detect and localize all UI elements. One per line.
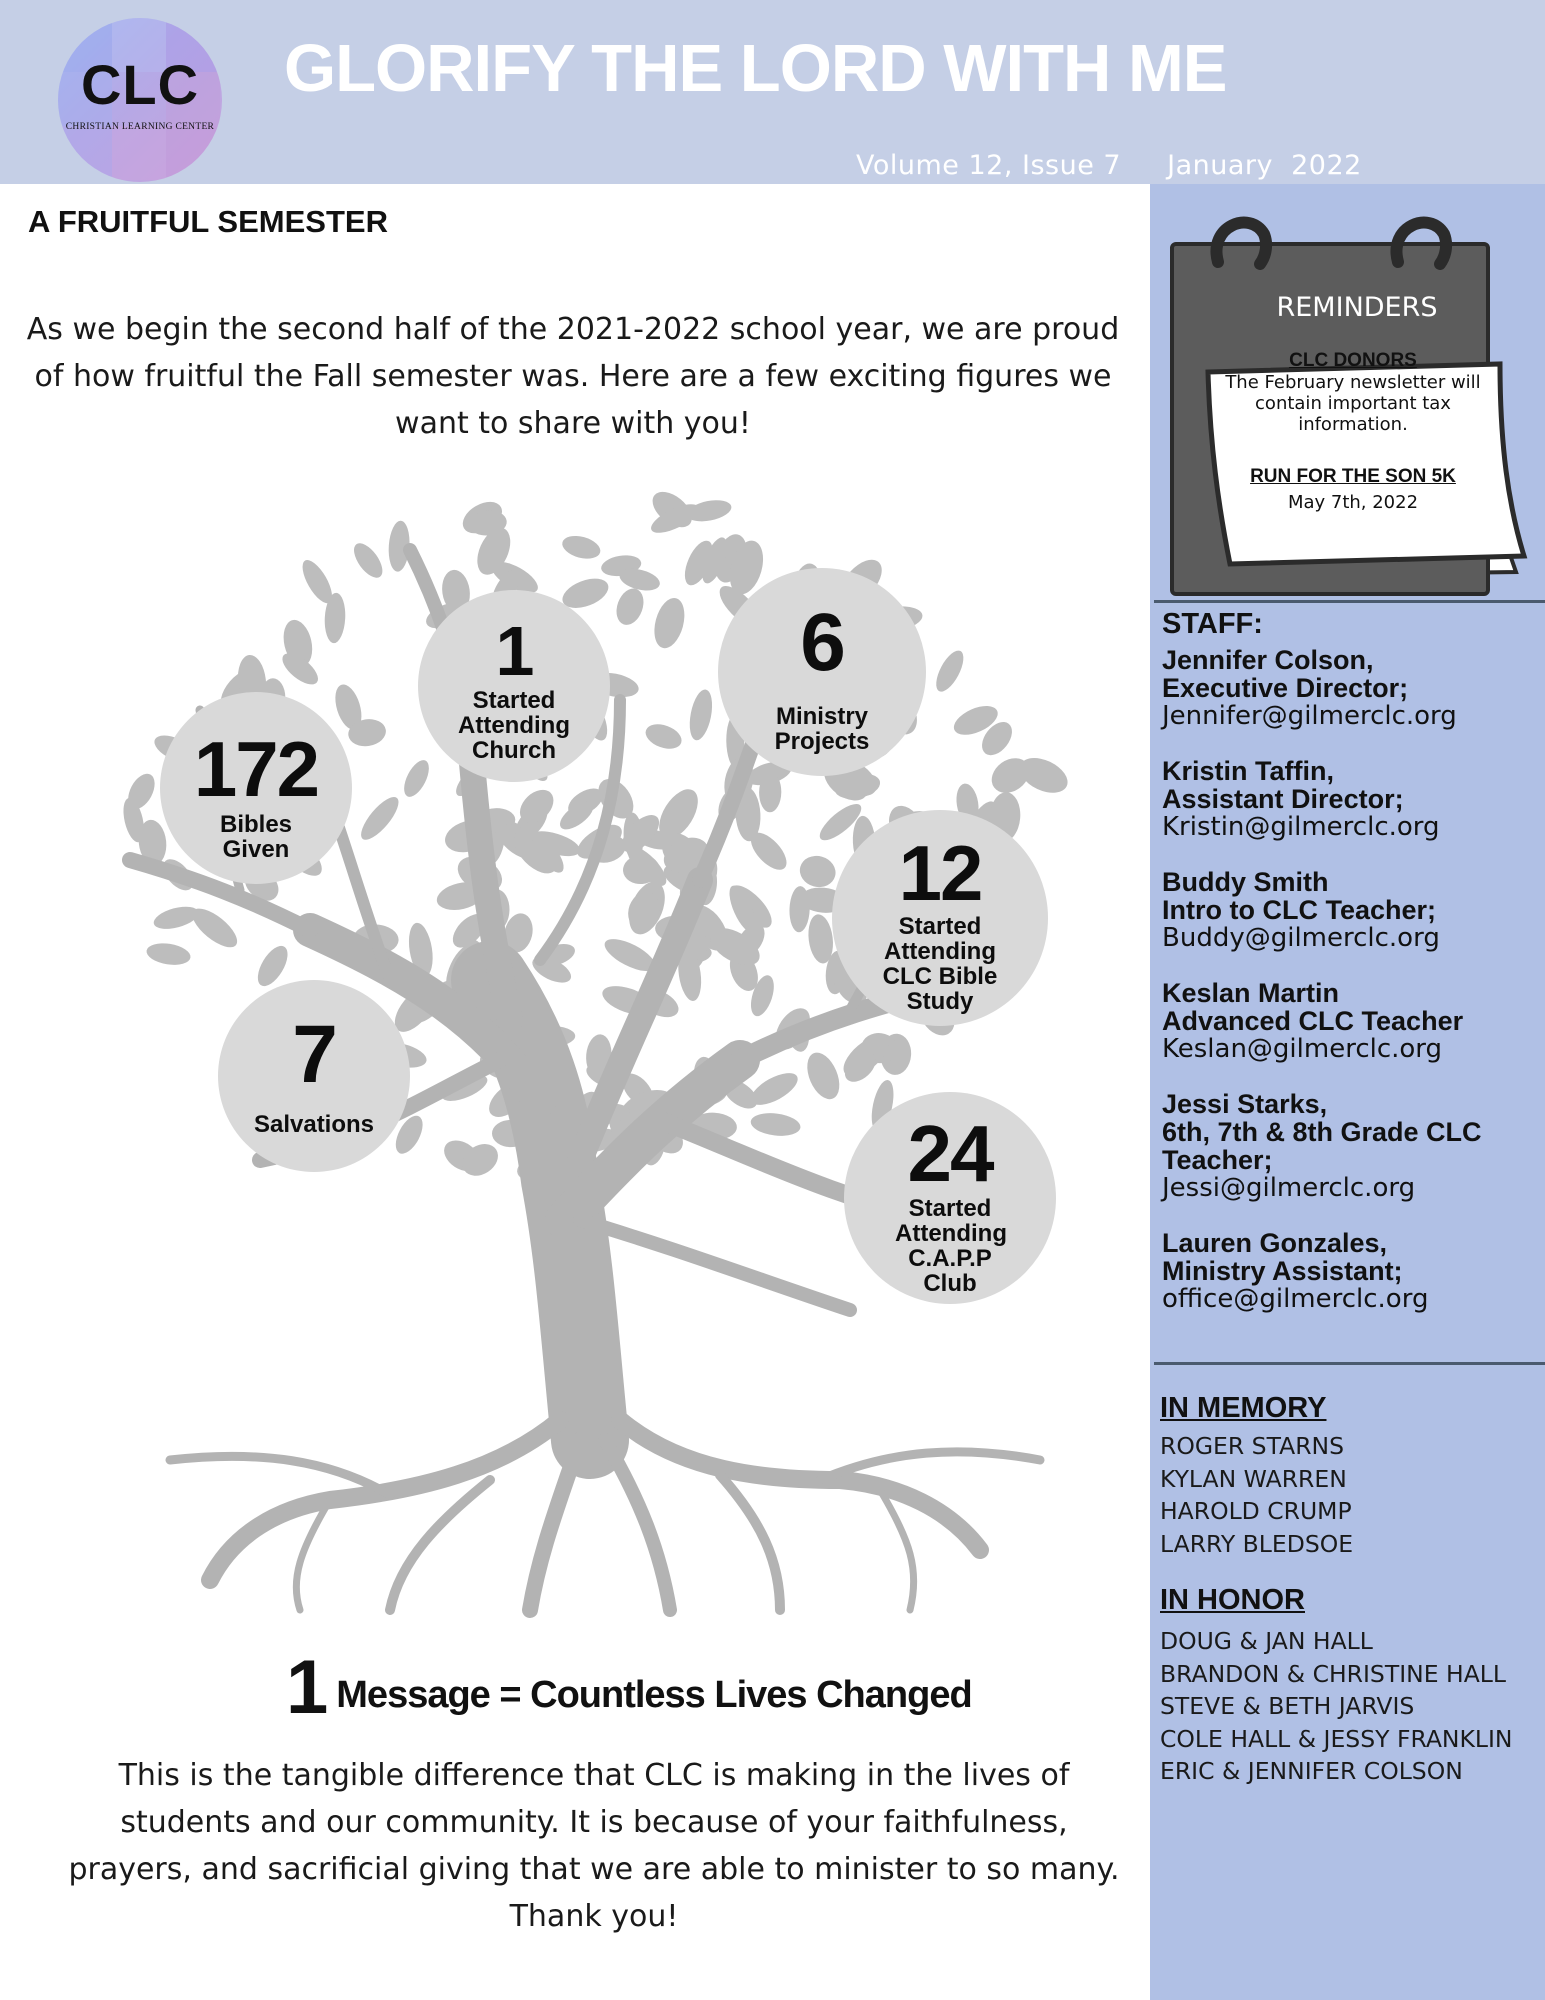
stat-number: 1 <box>495 612 533 690</box>
in-memory-list <box>1160 1430 1353 1560</box>
list-item: ROGER STARNS <box>1160 1432 1345 1460</box>
staff-email[interactable]: Kristin@gilmerclc.org <box>1162 812 1440 842</box>
stat-ministry-projects <box>718 568 926 776</box>
reminder-run-for-the-son <box>1225 466 1481 513</box>
divider <box>1154 1362 1545 1365</box>
staff-name: Jessi Starks, <box>1162 1089 1328 1119</box>
stat-label: Salvations <box>253 1111 375 1138</box>
leaf-shape <box>642 720 685 754</box>
list-item: DOUG & JAN HALL <box>1160 1627 1373 1655</box>
section-title: A FRUITFUL SEMESTER <box>28 204 388 239</box>
staff-role: Assistant Director; <box>1162 784 1404 814</box>
divider <box>1154 600 1545 603</box>
staff-member <box>1162 1090 1542 1203</box>
closing-text: This is the tangible difference that CLC is making in the lives of students and our community. It is because of your faithfulness, prayers, and sacrificial giving that we are able to minister to so many. <box>68 1758 1120 1887</box>
logo-subtitle: CHRISTIAN LEARNING CENTER <box>65 122 215 132</box>
staff-role: Intro to CLC Teacher; <box>1162 895 1437 925</box>
leaf-shape <box>151 902 200 933</box>
leaf-shape <box>649 595 689 652</box>
leaf-shape <box>355 792 404 845</box>
stat-number: 7 <box>292 1009 336 1100</box>
stat-label: Started Attending C.A.P.P Club <box>895 1195 1007 1297</box>
list-item: HAROLD CRUMP <box>1160 1497 1352 1525</box>
reminder-body: The February newsletter will contain important tax information. <box>1225 372 1481 435</box>
staff-list <box>1162 646 1542 1340</box>
issue-line <box>856 150 1362 181</box>
list-item: ERIC & JENNIFER COLSON <box>1160 1757 1463 1785</box>
stat-started-attending-church <box>418 590 610 782</box>
in-honor-heading: IN HONOR <box>1160 1584 1305 1616</box>
reminder-heading: RUN FOR THE SON 5K <box>1250 466 1456 487</box>
staff-role: Executive Director; <box>1162 673 1409 703</box>
stat-number: 172 <box>193 725 319 813</box>
staff-member <box>1162 868 1542 953</box>
issue-date: January 2022 <box>1167 150 1362 181</box>
reminder-heading: CLC DONORS <box>1289 350 1417 371</box>
stat-salvations <box>218 980 410 1172</box>
leaf-shape <box>931 647 969 696</box>
staff-member <box>1162 1229 1542 1314</box>
staff-member <box>1162 757 1542 842</box>
list-item: LARRY BLEDSOE <box>1160 1529 1354 1558</box>
staff-email[interactable]: Jennifer@gilmerclc.org <box>1162 701 1457 731</box>
logo-text: CLC <box>80 53 200 116</box>
newsletter-title: GLORIFY THE LORD WITH ME <box>284 31 1227 106</box>
staff-role: 6th, 7th & 8th Grade CLC Teacher; <box>1162 1117 1482 1175</box>
staff-heading: STAFF: <box>1162 608 1263 640</box>
staff-email[interactable]: Keslan@gilmerclc.org <box>1162 1034 1443 1064</box>
leaf-shape <box>560 532 603 562</box>
leaf-shape <box>686 688 716 743</box>
staff-member <box>1162 646 1542 731</box>
intro-paragraph: As we begin the second half of the 2021-2022 school year, we are proud of how fruitful the Fall semester was. Here are a few exciting figures we want to share with you! <box>26 312 1120 441</box>
stat-label: Bibles Given <box>219 811 293 863</box>
staff-name: Buddy Smith <box>1162 867 1329 897</box>
leaf-shape <box>349 539 388 583</box>
stat-number: 6 <box>800 597 844 688</box>
clc-logo <box>58 18 222 182</box>
staff-role: Advanced CLC Teacher <box>1162 1006 1464 1036</box>
staff-email[interactable]: office@gilmerclc.org <box>1162 1284 1429 1314</box>
stat-number: 24 <box>907 1109 993 1198</box>
stat-number: 12 <box>898 829 982 917</box>
leaf-shape <box>612 585 649 629</box>
reminders-title: REMINDERS <box>1276 292 1438 323</box>
reminder-body: May 7th, 2022 <box>1287 492 1419 513</box>
thank-you-text: Thank you! <box>509 1899 679 1934</box>
stat-label: Started Attending CLC Bible Study <box>882 913 998 1015</box>
staff-name: Jennifer Colson, <box>1162 645 1374 675</box>
staff-name: Keslan Martin <box>1162 978 1340 1008</box>
staff-member <box>1162 979 1542 1064</box>
stat-bibles-given <box>160 692 352 884</box>
list-item: COLE HALL & JESSY FRANKLIN <box>1160 1724 1513 1753</box>
in-memory-heading: IN MEMORY <box>1160 1392 1327 1424</box>
reminder-clc-donors <box>1225 350 1481 435</box>
tree-infographic <box>60 460 1140 1620</box>
stat-started-attending-capp-club <box>844 1092 1056 1304</box>
staff-role: Ministry Assistant; <box>1162 1256 1403 1286</box>
list-item: BRANDON & CHRISTINE HALL <box>1160 1659 1506 1688</box>
leaf-shape <box>399 756 434 800</box>
leaf-shape <box>145 940 192 967</box>
stat-started-attending-clc-bible-study <box>832 810 1048 1026</box>
stat-label: Started Attending Church <box>458 687 570 764</box>
tagline <box>286 1644 972 1731</box>
in-honor-list <box>1160 1625 1513 1788</box>
staff-email[interactable]: Jessi@gilmerclc.org <box>1162 1173 1416 1203</box>
volume-issue: Volume 12, Issue 7 <box>856 150 1122 181</box>
staff-email[interactable]: Buddy@gilmerclc.org <box>1162 923 1440 953</box>
tagline-text: Message = Countless Lives Changed <box>336 1674 972 1716</box>
stat-label: Ministry Projects <box>774 703 870 755</box>
leaf-shape <box>749 1111 801 1139</box>
newsletter-header <box>0 0 1545 184</box>
closing-paragraph <box>54 1752 1134 1940</box>
leaf-shape <box>801 1048 846 1104</box>
list-item: KYLAN WARREN <box>1160 1464 1347 1493</box>
staff-name: Kristin Taffin, <box>1162 756 1334 786</box>
leaf-shape <box>985 751 1036 800</box>
list-item: STEVE & BETH JARVIS <box>1160 1692 1415 1720</box>
staff-name: Lauren Gonzales, <box>1162 1228 1388 1258</box>
tagline-number: 1 <box>286 1645 329 1730</box>
